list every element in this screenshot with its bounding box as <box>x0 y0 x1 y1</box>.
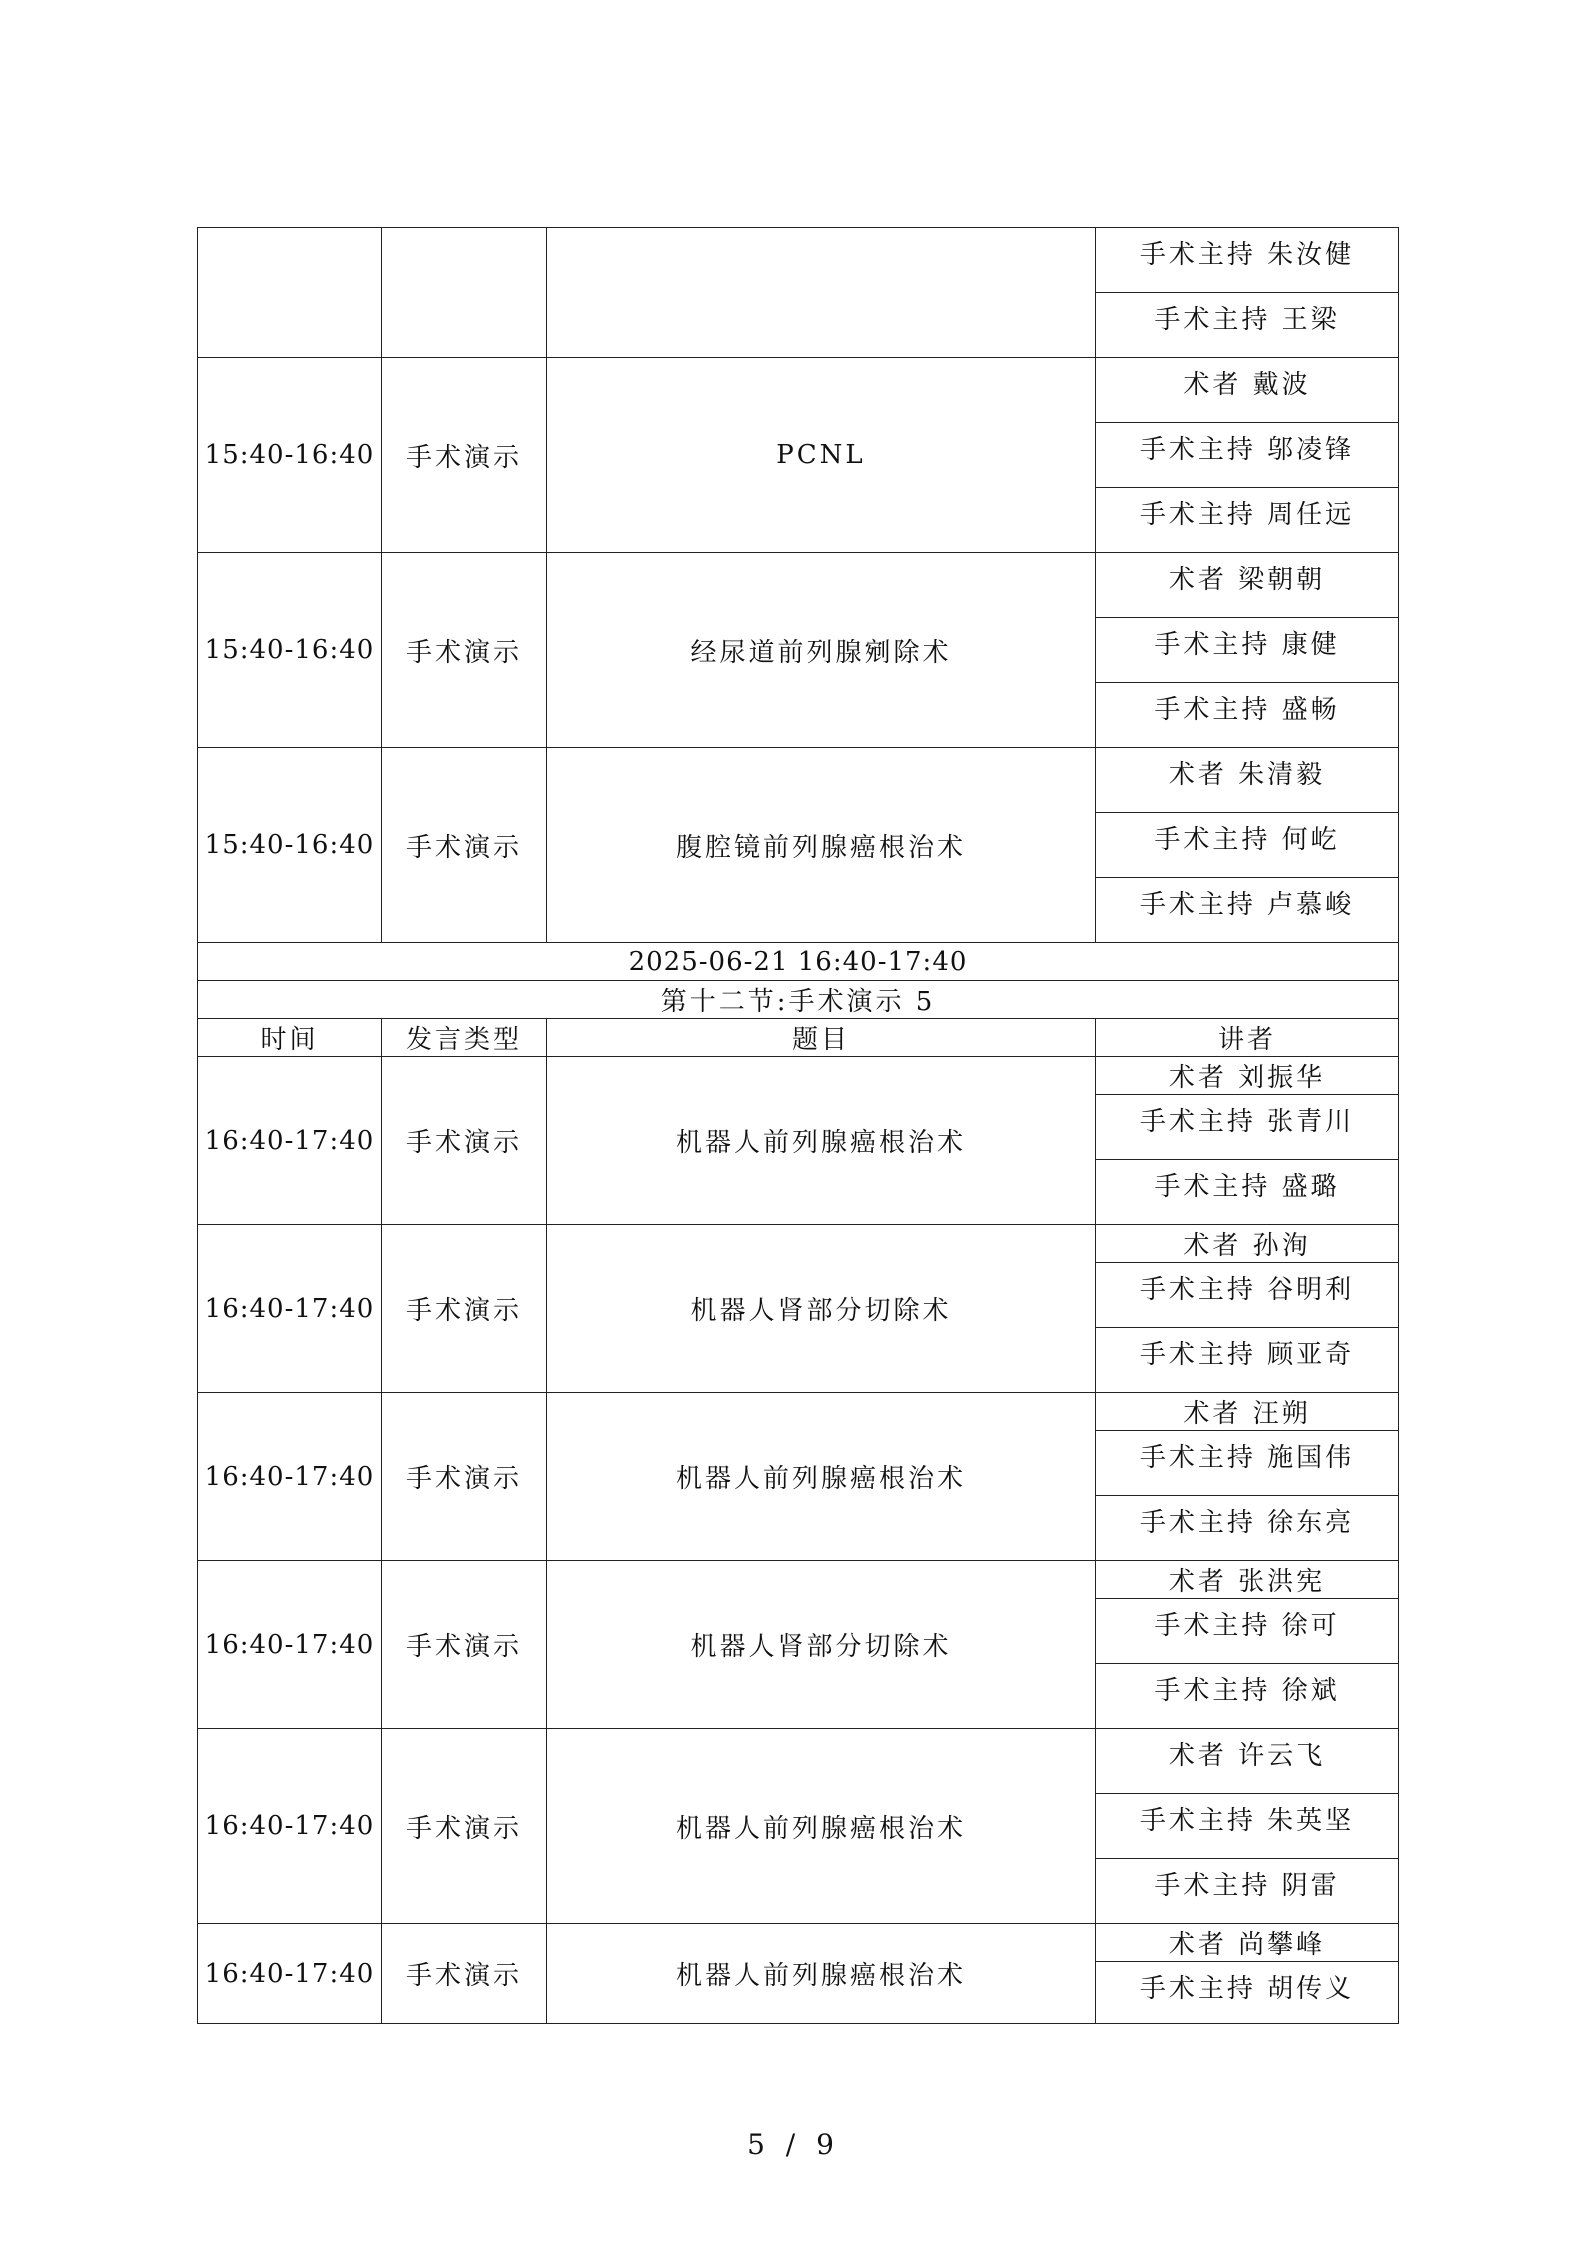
speaker-cell: 手术主持 徐可 <box>1096 1599 1399 1664</box>
topic-cell: 机器人肾部分切除术 <box>547 1561 1096 1729</box>
topic-cell: 机器人前列腺癌根治术 <box>547 1393 1096 1561</box>
table-row <box>198 1057 1399 1095</box>
speaker-cell: 术者 许云飞 <box>1096 1729 1399 1794</box>
topic-cell: 机器人前列腺癌根治术 <box>547 1057 1096 1225</box>
time-cell: 16:40-17:40 <box>198 1057 382 1225</box>
type-cell: 手术演示 <box>382 748 547 943</box>
topic-cell: 腹腔镜前列腺癌根治术 <box>547 748 1096 943</box>
speaker-cell: 术者 梁朝朝 <box>1096 553 1399 618</box>
header-row <box>198 1019 1399 1057</box>
speaker-cell: 手术主持 朱汝健 <box>1096 228 1399 293</box>
topic-cell: 机器人肾部分切除术 <box>547 1225 1096 1393</box>
time-cell: 16:40-17:40 <box>198 1924 382 2024</box>
speaker-cell: 手术主持 康健 <box>1096 618 1399 683</box>
speaker-cell: 术者 尚攀峰 <box>1096 1924 1399 1962</box>
topic-cell: 机器人前列腺癌根治术 <box>547 1729 1096 1924</box>
topic-cell: 经尿道前列腺剜除术 <box>547 553 1096 748</box>
type-cell: 手术演示 <box>382 1057 547 1225</box>
speaker-cell: 术者 戴波 <box>1096 358 1399 423</box>
type-cell: 手术演示 <box>382 553 547 748</box>
table-row <box>198 748 1399 813</box>
speaker-cell: 手术主持 顾亚奇 <box>1096 1328 1399 1393</box>
topic-cell <box>547 228 1096 358</box>
speaker-cell: 手术主持 朱英坚 <box>1096 1794 1399 1859</box>
type-cell: 手术演示 <box>382 1225 547 1393</box>
table-row <box>198 1561 1399 1599</box>
table-row <box>198 1225 1399 1263</box>
speaker-cell: 手术主持 谷明利 <box>1096 1263 1399 1328</box>
speaker-cell: 术者 刘振华 <box>1096 1057 1399 1095</box>
speaker-cell: 手术主持 阴雷 <box>1096 1859 1399 1924</box>
time-cell: 16:40-17:40 <box>198 1729 382 1924</box>
speaker-cell: 手术主持 施国伟 <box>1096 1431 1399 1496</box>
page-number: 5 / 9 <box>747 2128 840 2161</box>
header-speaker: 讲者 <box>1096 1019 1399 1057</box>
header-type: 发言类型 <box>382 1019 547 1057</box>
schedule-table <box>197 227 1399 2024</box>
time-cell: 16:40-17:40 <box>198 1393 382 1561</box>
speaker-cell: 术者 张洪宪 <box>1096 1561 1399 1599</box>
speaker-cell: 手术主持 卢慕峻 <box>1096 878 1399 943</box>
speaker-cell: 手术主持 徐斌 <box>1096 1664 1399 1729</box>
section-title: 第十二节:手术演示 5 <box>198 981 1399 1019</box>
type-cell: 手术演示 <box>382 1924 547 2024</box>
type-cell: 手术演示 <box>382 1729 547 1924</box>
header-time: 时间 <box>198 1019 382 1057</box>
table-row <box>198 1924 1399 1962</box>
speaker-cell: 手术主持 王梁 <box>1096 293 1399 358</box>
speaker-cell: 手术主持 周任远 <box>1096 488 1399 553</box>
time-cell: 15:40-16:40 <box>198 748 382 943</box>
speaker-cell: 术者 朱清毅 <box>1096 748 1399 813</box>
table-row <box>198 1393 1399 1431</box>
table-row <box>198 553 1399 618</box>
table-row <box>198 1729 1399 1794</box>
time-cell: 15:40-16:40 <box>198 553 382 748</box>
section-datetime: 2025-06-21 16:40-17:40 <box>198 943 1399 981</box>
speaker-cell: 手术主持 盛璐 <box>1096 1160 1399 1225</box>
speaker-cell: 手术主持 何屹 <box>1096 813 1399 878</box>
section-datetime-row <box>198 943 1399 981</box>
speaker-cell: 术者 汪朔 <box>1096 1393 1399 1431</box>
speaker-cell: 术者 孙洵 <box>1096 1225 1399 1263</box>
time-cell: 16:40-17:40 <box>198 1225 382 1393</box>
section-title-row <box>198 981 1399 1019</box>
topic-cell: PCNL <box>547 358 1096 553</box>
type-cell: 手术演示 <box>382 1561 547 1729</box>
time-cell: 16:40-17:40 <box>198 1561 382 1729</box>
speaker-cell: 手术主持 邬凌锋 <box>1096 423 1399 488</box>
table-row <box>198 228 1399 293</box>
speaker-cell: 手术主持 盛畅 <box>1096 683 1399 748</box>
type-cell: 手术演示 <box>382 358 547 553</box>
type-cell <box>382 228 547 358</box>
speaker-cell: 手术主持 张青川 <box>1096 1095 1399 1160</box>
speaker-cell: 手术主持 胡传义 <box>1096 1962 1399 2024</box>
speaker-cell: 手术主持 徐东亮 <box>1096 1496 1399 1561</box>
table-row <box>198 358 1399 423</box>
time-cell <box>198 228 382 358</box>
header-topic: 题目 <box>547 1019 1096 1057</box>
type-cell: 手术演示 <box>382 1393 547 1561</box>
topic-cell: 机器人前列腺癌根治术 <box>547 1924 1096 2024</box>
time-cell: 15:40-16:40 <box>198 358 382 553</box>
